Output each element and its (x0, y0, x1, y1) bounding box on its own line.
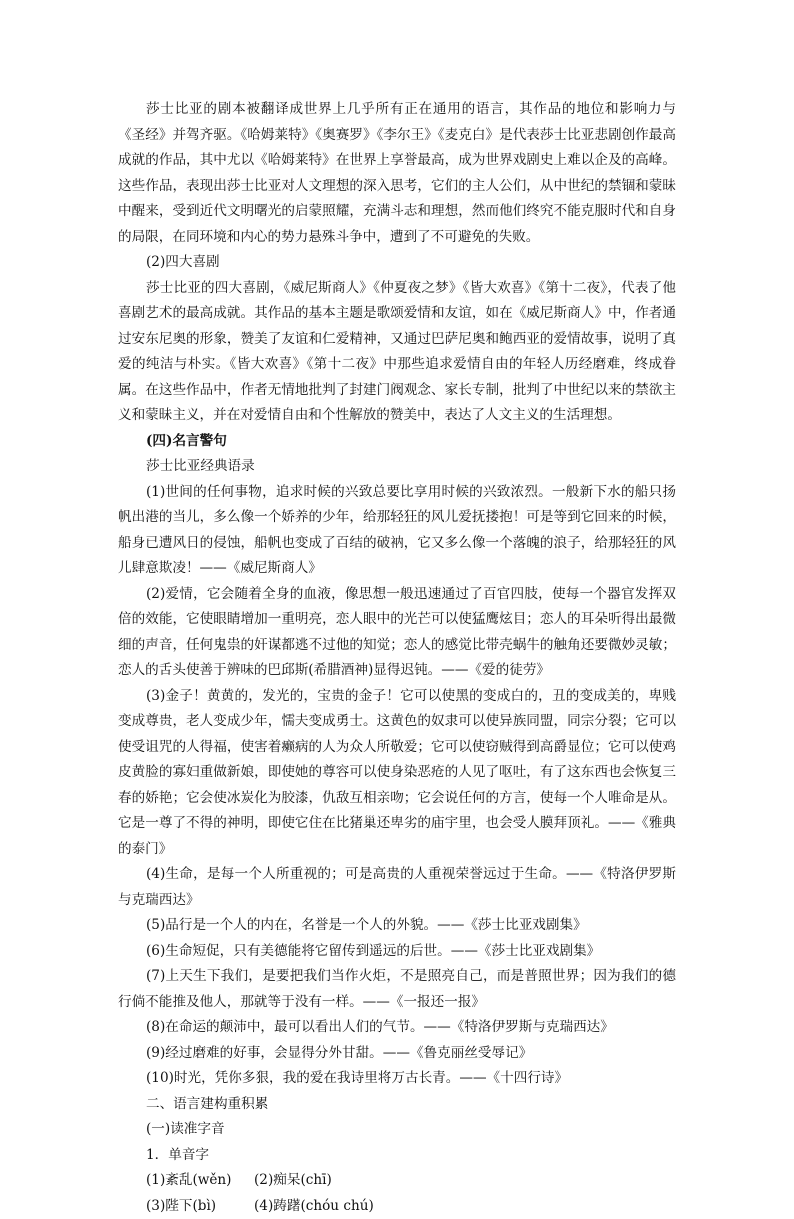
pinyin-item-4: (4)踌躇(chóu chú) (254, 1194, 374, 1219)
quote-5: (5)品行是一个人的内在，名誉是一个人的外貌。——《莎士比亚戏剧集》 (118, 913, 676, 939)
quote-10: (10)时光，凭你多狠，我的爱在我诗里将万古长青。——《十四行诗》 (118, 1066, 676, 1092)
pinyin-row-2 (118, 1194, 676, 1219)
pinyin-item-3: (3)陛下(bì) (146, 1194, 254, 1219)
heading-pronunciation: (一)读准字音 (118, 1117, 676, 1143)
heading-quotes: (四)名言警句 (118, 429, 676, 455)
quote-1: (1)世间的任何事物，追求时候的兴致总要比享用时候的兴致浓烈。一般新下水的船只扬帆出港的当儿，多么像一个娇养的少年，给那轻狂的风儿爱抚搂抱！可是等到它回来的时候，船身已遭风日的侵蚀，船帆也变成了百结的破衲，它又多么像一个落魄的浪子，给那轻狂的风儿肆意欺凌！——《威尼斯商人》 (118, 480, 676, 582)
document-body (118, 97, 676, 1219)
pinyin-item-2: (2)痴呆(chī) (254, 1168, 332, 1194)
pinyin-item-1: (1)紊乱(wěn) (146, 1168, 254, 1194)
quote-7: (7)上天生下我们，是要把我们当作火炬，不是照亮自己，而是普照世界；因为我们的德行倘不能推及他人，那就等于没有一样。——《一报还一报》 (118, 964, 676, 1015)
quote-6: (6)生命短促，只有美德能将它留传到遥远的后世。——《莎士比亚戏剧集》 (118, 939, 676, 965)
heading-four-comedies: (2)四大喜剧 (118, 250, 676, 276)
quote-9: (9)经过磨难的好事，会显得分外甘甜。——《鲁克丽丝受辱记》 (118, 1041, 676, 1067)
quote-3: (3)金子！黄黄的，发光的，宝贵的金子！它可以使黑的变成白的，丑的变成美的，卑贱变成尊贵，老人变成少年，懦夫变成勇士。这黄色的奴隶可以使异族同盟，同宗分裂；它可以使受诅咒的人得福，使害着癞病的人为众人所敬爱；它可以使窃贼得到高爵显位；它可以使鸡皮黄脸的寡妇重做新娘，即使她的尊容可以使身染恶疮的人见了呕吐，有了这东西也会恢复三春的娇艳；它会使冰炭化为胶漆，仇敌互相亲吻；它会说任何的方言，使每一个人唯命是从。它是一尊了不得的神明，即使它住在比猪巢还卑劣的庙宇里，也会受人膜拜顶礼。——《雅典的泰门》 (118, 684, 676, 863)
pinyin-row-1 (118, 1168, 676, 1194)
quote-8: (8)在命运的颠沛中，最可以看出人们的气节。——《特洛伊罗斯与克瑞西达》 (118, 1015, 676, 1041)
quote-2: (2)爱情，它会随着全身的血液，像思想一般迅速通过了百官四肢，使每一个器官发挥双倍的效能，它使眼睛增加一重明亮，恋人眼中的光芒可以使猛鹰炫目；恋人的耳朵听得出最微细的声音，任何鬼祟的奸谋都逃不过他的知觉；恋人的感觉比带壳蜗牛的触角还要微妙灵敏；恋人的舌头使善于辨味的巴邱斯(希腊酒神)显得迟钝。——《爱的徒劳》 (118, 582, 676, 684)
heading-section-two: 二、语言建构重积累 (118, 1092, 676, 1118)
heading-single-characters: 1．单音字 (118, 1143, 676, 1169)
paragraph-tragedies: 莎士比亚的剧本被翻译成世界上几乎所有正在通用的语言，其作品的地位和影响力与《圣经》并驾齐驱。《哈姆莱特》《奥赛罗》《李尔王》《麦克白》是代表莎士比亚悲剧创作最高成就的作品，其中尤以《哈姆莱特》在世界上享誉最高，成为世界戏剧史上难以企及的高峰。这些作品，表现出莎士比亚对人文理想的深入思考，它们的主人公们，从中世纪的禁锢和蒙昧中醒来，受到近代文明曙光的启蒙照耀，充满斗志和理想，然而他们终究不能克服时代和自身的局限，在同环境和内心的势力悬殊斗争中，遭到了不可避免的失败。 (118, 97, 676, 250)
heading-classic-quotes: 莎士比亚经典语录 (118, 454, 676, 480)
quote-4: (4)生命，是每一个人所重视的；可是高贵的人重视荣誉远过于生命。——《特洛伊罗斯与克瑞西达》 (118, 862, 676, 913)
paragraph-comedies: 莎士比亚的四大喜剧，《威尼斯商人》《仲夏夜之梦》《皆大欢喜》《第十二夜》，代表了他喜剧艺术的最高成就。其作品的基本主题是歌颂爱情和友谊，如在《威尼斯商人》中，作者通过安东尼奥的形象，赞美了友谊和仁爱精神，又通过巴萨尼奥和鲍西亚的爱情故事，说明了真爱的纯洁与朴实。《皆大欢喜》《第十二夜》中那些追求爱情自由的年轻人历经磨难，终成眷属。在这些作品中，作者无情地批判了封建门阀观念、家长专制，批判了中世纪以来的禁欲主义和蒙昧主义，并在对爱情自由和个性解放的赞美中，表达了人文主义的生活理想。 (118, 276, 676, 429)
